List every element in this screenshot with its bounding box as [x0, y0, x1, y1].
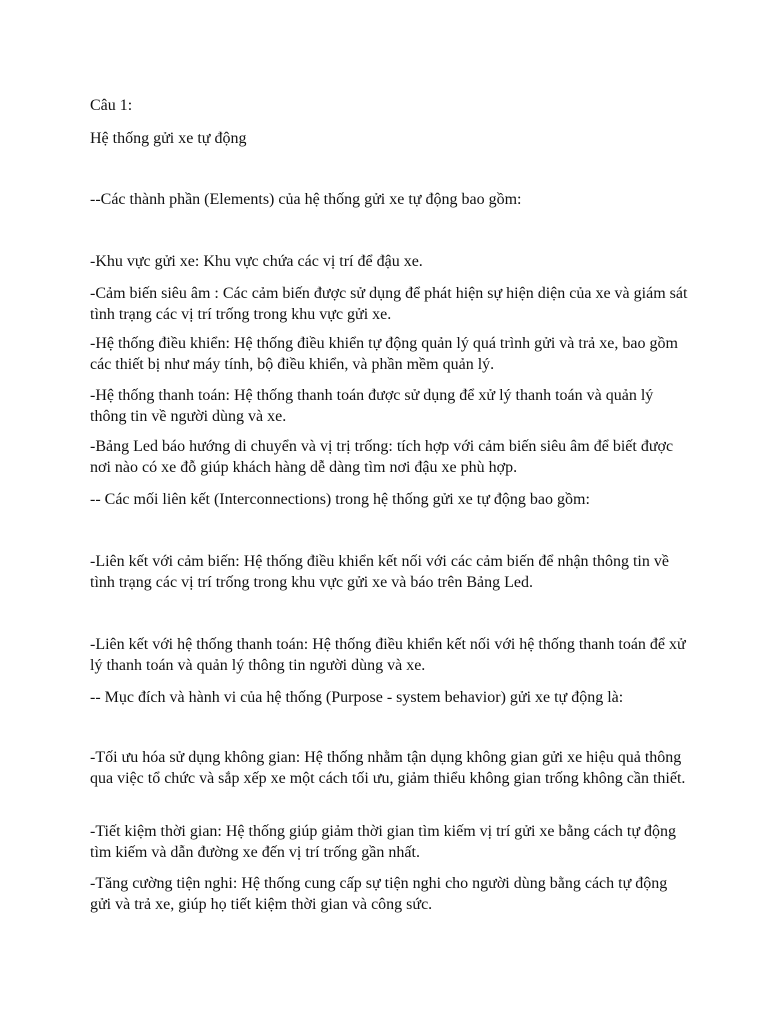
element-item: -Hệ thống thanh toán: Hệ thống thanh toán được sử dụng để xử lý thanh toán và quản lý thông tin về người dùng và xe. — [90, 387, 654, 425]
element-item: -Bảng Led báo hướng di chuyển và vị trị trống: tích hợp với cảm biến siêu âm để biết được nơi nào có xe đỗ giúp khách hàng dễ dàng tìm nơi đậu xe phù hợp. — [90, 438, 674, 476]
interconnection-item: -Liên kết với hệ thống thanh toán: Hệ thống điều khiển kết nối với hệ thống thanh toán để xử lý thanh toán và quản lý thông tin người dùng và xe. — [90, 636, 686, 674]
interconnections-heading: -- Các mối liên kết (Interconnections) trong hệ thống gửi xe tự động bao gồm: — [90, 491, 590, 508]
purpose-heading: -- Mục đích và hành vi của hệ thống (Purpose - system behavior) gửi xe tự động là: — [90, 689, 624, 706]
interconnection-item: -Liên kết với cảm biến: Hệ thống điều khiển kết nối với các cảm biến để nhận thông tin về tình trạng các vị trí trống trong khu vực gửi xe và báo trên Bảng Led. — [90, 553, 669, 591]
element-item: -Hệ thống điều khiển: Hệ thống điều khiển tự động quản lý quá trình gửi và trả xe, bao gồm các thiết bị như máy tính, bộ điều khiển, và phần mềm quản lý. — [90, 335, 678, 373]
purpose-item: -Tối ưu hóa sử dụng không gian: Hệ thống nhằm tận dụng không gian gửi xe hiệu quả thông qua việc tổ chức và sắp xếp xe một cách tối ưu, giảm thiểu không gian trống không cần thiết. — [90, 749, 686, 787]
element-item: -Khu vực gửi xe: Khu vực chứa các vị trí để đậu xe. — [90, 253, 423, 270]
purpose-item: -Tăng cường tiện nghi: Hệ thống cung cấp sự tiện nghi cho người dùng bằng cách tự động gửi và trả xe, giúp họ tiết kiệm thời gian và công sức. — [90, 875, 668, 913]
element-item: -Cảm biến siêu âm : Các cảm biến được sử dụng để phát hiện sự hiện diện của xe và giám sát tình trạng các vị trí trống trong khu vực gửi xe. — [90, 285, 688, 323]
question-label: Câu 1: — [90, 97, 133, 114]
document-title: Hệ thống gửi xe tự động — [90, 130, 247, 147]
purpose-item: -Tiết kiệm thời gian: Hệ thống giúp giảm thời gian tìm kiếm vị trí gửi xe bằng cách tự động tìm kiếm và dẫn đường xe đến vị trí trống gần nhất. — [90, 823, 677, 861]
elements-heading: --Các thành phần (Elements) của hệ thống gửi xe tự động bao gồm: — [90, 191, 522, 208]
